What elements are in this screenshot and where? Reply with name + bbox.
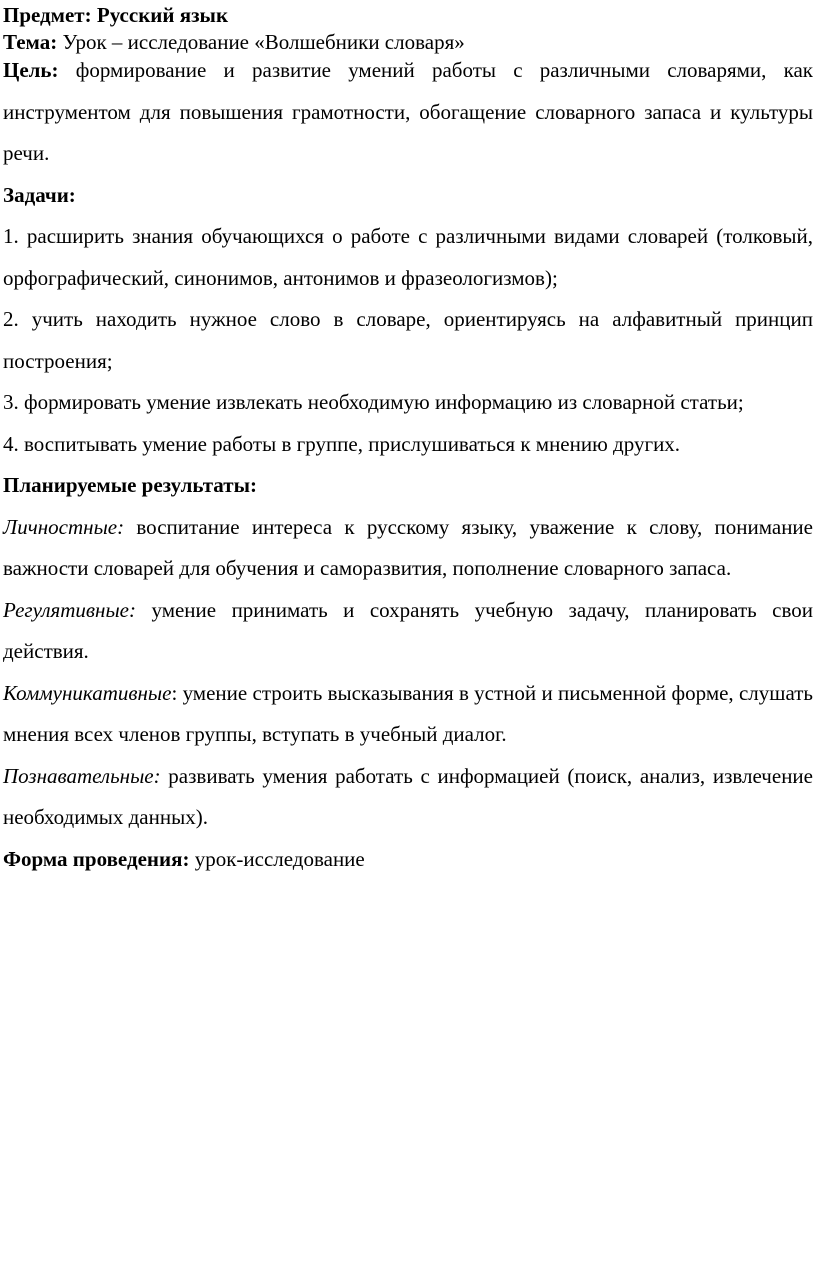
task-item-2: 2. учить находить нужное слово в словаре, ориентируясь на алфавитный принцип построения; [3,307,813,373]
regulatory-text: умение принимать и сохранять учебную задачу, планировать свои действия. [3,597,813,663]
results-communicative [3,673,813,756]
task-item-4: 4. воспитывать умение работы в группе, прислушиваться к мнению других. [3,431,681,456]
goal-text: формирование и развитие умений работы с различными словарями, как инструментом для повышения грамотности, обогащение словарного запаса и культуры речи. [3,58,814,165]
topic-value: Урок – исследование «Волшебники словаря» [62,30,465,54]
results-cognitive [3,756,813,839]
subject-value: Русский язык [96,3,229,27]
subject-label: Предмет: [3,3,92,27]
task-item-3: 3. формировать умение извлекать необходимую информацию из словарной статьи; [3,390,744,414]
subject-line [3,2,813,29]
form-line [3,839,813,881]
personal-label: Личностные: [3,514,125,539]
tasks-heading: Задачи: [3,182,76,207]
cognitive-text: развивать умения работать с информацией (поиск, анализ, извлечение необходимых данных). [3,763,813,829]
cognitive-label: Познавательные: [3,763,161,788]
form-value: урок-исследование [194,846,365,871]
task-item-1: 1. расширить знания обучающихся о работе с различными видами словарей (толковый, орфографический, синонимов, антонимов и фразеологизмов); [3,224,813,290]
form-label: Форма проведения: [3,846,190,871]
topic-label: Тема: [3,30,58,54]
goal-label: Цель: [3,58,59,82]
goal-paragraph [3,50,813,175]
communicative-label: Коммуникативные [3,680,172,705]
communicative-text: : умение строить высказывания в устной и письменной форме, слушать мнения всех членов группы, вступать в учебный диалог. [3,680,813,746]
results-regulatory [3,590,813,673]
results-heading: Планируемые результаты: [3,473,257,497]
results-personal [3,507,813,590]
regulatory-label: Регулятивные: [3,597,136,622]
personal-text: воспитание интереса к русскому языку, уважение к слову, понимание важности словарей для обучения и саморазвития, пополнение словарного запаса. [3,514,813,580]
